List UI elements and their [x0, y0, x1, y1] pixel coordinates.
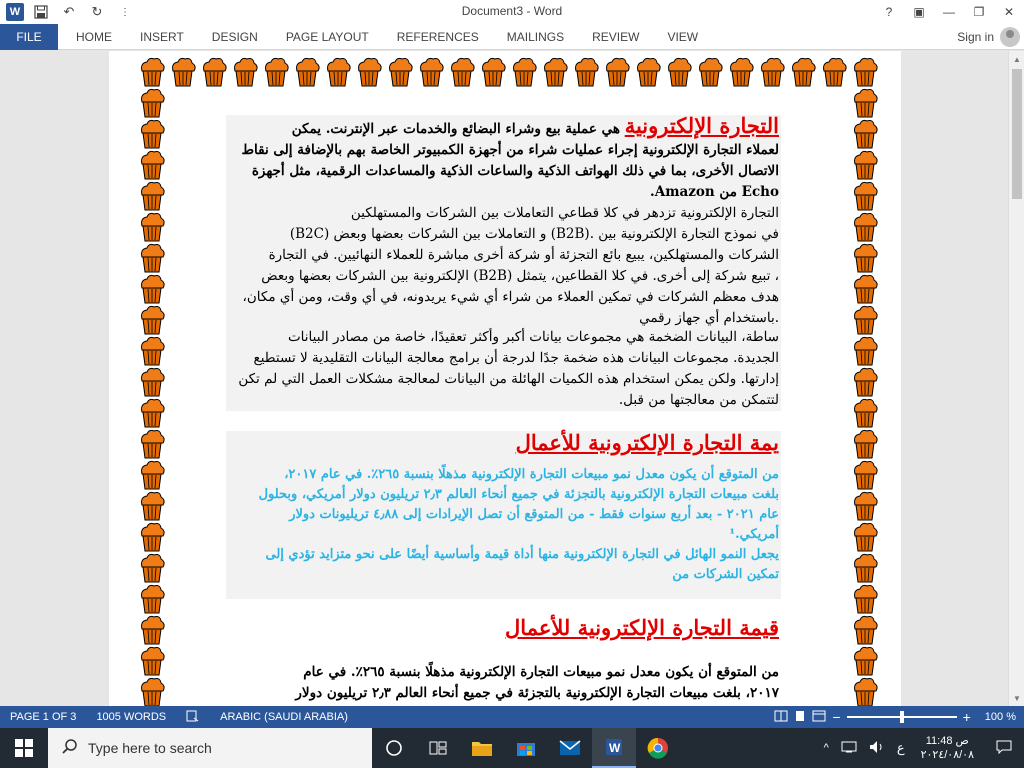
- cupcake-border-icon: [852, 119, 878, 149]
- heading-ecommerce-value: قيمة التجارة الإلكترونية للأعمال: [505, 615, 779, 640]
- text-line: في نموذج التجارة الإلكترونية بين .(B2B) و التعاملات بين الشركات بعضها وبعض (B2C): [289, 226, 779, 242]
- cupcake-border-icon: [356, 57, 382, 87]
- search-icon: [62, 739, 78, 758]
- cupcake-border-icon: [852, 181, 878, 211]
- read-mode-icon[interactable]: [774, 710, 788, 725]
- cupcake-border-icon: [790, 57, 816, 87]
- cupcake-border-icon: [139, 460, 165, 490]
- tab-insert[interactable]: INSERT: [140, 29, 184, 44]
- minimize-button[interactable]: —: [943, 5, 955, 19]
- word-app-icon[interactable]: W: [6, 3, 24, 21]
- tab-view[interactable]: VIEW: [667, 29, 699, 44]
- cupcake-border-icon: [852, 305, 878, 335]
- text-line: تمكين الشركات من: [672, 567, 779, 582]
- ribbon-tabs: [0, 24, 1024, 50]
- text-line: الشركات والمستهلكين، يبيع بائع التجزئة أو شركة أخرى مباشرة للعملاء النهائيين. في التجارة: [268, 247, 779, 263]
- cupcake-border-icon: [139, 150, 165, 180]
- cupcake-border-icon: [387, 57, 413, 87]
- text-line: التجارة الإلكترونية تزدهر في كلا قطاعي التعاملات بين الشركات والمستهلكين: [350, 205, 779, 221]
- cupcake-border-icon: [852, 460, 878, 490]
- cupcake-border-icon: [852, 429, 878, 459]
- cupcake-border-icon: [759, 57, 785, 87]
- cupcake-border-icon: [418, 57, 444, 87]
- cupcake-border-icon: [852, 367, 878, 397]
- cupcake-border-icon: [852, 398, 878, 428]
- scroll-thumb[interactable]: [1012, 69, 1022, 199]
- quick-access-toolbar: [0, 0, 136, 24]
- text-line: من المتوقع أن يكون معدل نمو مبيعات التجارة الإلكترونية مذهلًا بنسبة ٢٦٥٪. في عام ٢٠١٧،: [284, 467, 779, 482]
- cupcake-border-icon: [852, 243, 878, 273]
- zoom-slider-knob[interactable]: [900, 711, 904, 723]
- cupcake-border-icon: [852, 553, 878, 583]
- cupcake-border-icon: [139, 367, 165, 397]
- input-language-indicator[interactable]: ع: [896, 740, 905, 755]
- text-line: بلغت مبيعات التجارة الإلكترونية بالتجزئة في جميع أنحاء العالم ٢٫٣ تريليون دولار أمريكي، وبحلول: [258, 487, 779, 502]
- taskbar-search-input[interactable]: [48, 728, 372, 768]
- cupcake-border-icon: [852, 88, 878, 118]
- cupcake-border-icon: [201, 57, 227, 87]
- cupcake-border-icon: [263, 57, 289, 87]
- network-icon[interactable]: [835, 741, 863, 756]
- tab-review[interactable]: REVIEW: [592, 29, 640, 44]
- cupcake-border-icon: [480, 57, 506, 87]
- cupcake-border-icon: [666, 57, 692, 87]
- zoom-level[interactable]: 100 %: [984, 711, 1016, 723]
- cupcake-border-icon: [139, 615, 165, 645]
- zoom-slider[interactable]: [847, 716, 957, 718]
- cupcake-border-icon: [821, 57, 847, 87]
- clock-date: ٢٠٢٤/٠٨/٠٨: [920, 749, 974, 761]
- cupcake-border-icon: [852, 150, 878, 180]
- cupcake-border-icon: [139, 181, 165, 211]
- start-windows-icon[interactable]: [0, 728, 48, 768]
- help-button[interactable]: ?: [885, 5, 893, 19]
- cupcake-border-icon: [604, 57, 630, 87]
- cupcake-border-icon: [852, 336, 878, 366]
- cupcake-border-icon: [139, 274, 165, 304]
- text-line: الجديدة. مجموعات البيانات هذه ضخمة جدًا لدرجة أن برامج معالجة البيانات التقليدية لا تستطيع: [253, 350, 779, 366]
- cupcake-border-icon: [139, 429, 165, 459]
- cupcake-border-icon: [852, 522, 878, 552]
- cupcake-border-icon: [697, 57, 723, 87]
- show-hidden-icons-icon[interactable]: ^: [823, 742, 829, 754]
- volume-icon[interactable]: [863, 740, 891, 757]
- search-placeholder: Type here to search: [88, 740, 212, 756]
- cupcake-border-icon: [852, 677, 878, 706]
- section-value-black[interactable]: [226, 617, 781, 704]
- cupcake-border-icon: [139, 398, 165, 428]
- chrome-icon[interactable]: [636, 728, 680, 768]
- text-line: لعملاء التجارة الإلكترونية إجراء عمليات شراء من أجهزة الكمبيوتر الخاصة بهم بالإضافة إلى نقاط: [241, 142, 779, 158]
- text-line: .باستخدام أي جهاز رقمي: [639, 310, 779, 326]
- tab-mailings[interactable]: MAILINGS: [506, 29, 565, 44]
- cupcake-border-icon: [852, 274, 878, 304]
- cupcake-border-icon: [139, 491, 165, 521]
- paragraph-big-data[interactable]: [226, 327, 781, 411]
- text-line: ساطة، البيانات الضخمة هي مجموعات بيانات أكبر وأكثر تعقيدًا، خاصة من مصادر البيانات: [287, 329, 779, 345]
- vertical-scrollbar[interactable]: [1008, 51, 1024, 706]
- text-line: ٢٠١٧، بلغت مبيعات التجارة الإلكترونية بالتجزئة في جميع أنحاء العالم ٢٫٣ تريليون دولار: [295, 685, 779, 701]
- sign-in-link[interactable]: Sign in: [957, 30, 994, 44]
- text-line: هي عملية بيع وشراء البضائع والخدمات عبر الإنترنت. يمكن: [291, 121, 620, 137]
- paragraph-intro[interactable]: [226, 115, 781, 329]
- avatar[interactable]: [1000, 27, 1020, 47]
- heading-value-for-business: يمة التجارة الإلكترونية للأعمال: [515, 430, 779, 455]
- text-line: عام ٢٠٢١ - بعد أربع سنوات فقط - من المتوقع أن تصل الإيرادات إلى ٤٫٨٨ تريليونات دولار: [289, 507, 779, 522]
- text-line: يجعل النمو الهائل في التجارة الإلكترونية منها أداة قيمة وأساسية أيضًا على نحو متزايد تؤدي إلى: [265, 547, 779, 562]
- page-count[interactable]: PAGE 1 OF 3: [10, 711, 77, 723]
- undo-icon[interactable]: ↶: [63, 4, 75, 19]
- cupcake-border-icon: [511, 57, 537, 87]
- web-layout-icon[interactable]: [812, 710, 826, 725]
- mail-icon[interactable]: [548, 728, 592, 768]
- system-clock[interactable]: [911, 734, 984, 762]
- save-icon[interactable]: [30, 2, 52, 22]
- cupcake-border-icon: [139, 212, 165, 242]
- cupcake-border-icon: [139, 646, 165, 676]
- cupcake-border-icon: [139, 243, 165, 273]
- tab-file[interactable]: FILE: [0, 24, 58, 50]
- document-page[interactable]: [109, 51, 901, 706]
- clock-time: 11:48 ص: [925, 735, 969, 747]
- close-button[interactable]: ✕: [1003, 5, 1015, 19]
- cupcake-border-icon: [852, 491, 878, 521]
- text-line: لتتمكن من معالجتها من قبل.: [618, 392, 779, 408]
- scroll-down-icon[interactable]: ▼: [1013, 693, 1021, 703]
- cupcake-border-icon: [139, 553, 165, 583]
- zoom-out-button[interactable]: −: [832, 709, 841, 725]
- cupcake-border-icon: [294, 57, 320, 87]
- windows-taskbar: [0, 728, 1024, 768]
- cupcake-border-icon: [139, 522, 165, 552]
- text-line: من المتوقع أن يكون معدل نمو مبيعات التجارة الإلكترونية مذهلًا بنسبة ٢٦٥٪. في عام: [303, 664, 779, 680]
- customize-toolbar-icon[interactable]: ⋮: [120, 6, 130, 18]
- store-icon[interactable]: [504, 728, 548, 768]
- cupcake-border-icon: [852, 57, 878, 87]
- word-count[interactable]: 1005 WORDS: [96, 711, 167, 723]
- heading-ecommerce: التجارة الإلكترونية: [624, 113, 779, 138]
- cupcake-border-icon: [139, 336, 165, 366]
- document-area: [0, 51, 1024, 706]
- status-bar: [0, 706, 1024, 728]
- text-line: ، تبيع شركة إلى أخرى. في كلا القطاعين، يتمثل (B2B) الإلكترونية بين الشركات بعضها وبعض: [261, 268, 779, 284]
- file-explorer-icon[interactable]: [460, 728, 504, 768]
- cupcake-border-icon: [139, 677, 165, 706]
- notifications-icon[interactable]: [984, 740, 1024, 757]
- word-taskbar-icon[interactable]: [592, 728, 636, 768]
- ribbon-display-options-button[interactable]: ▣: [913, 5, 925, 19]
- cupcake-border-icon: [170, 57, 196, 87]
- cupcake-border-icon: [635, 57, 661, 87]
- zoom-in-button[interactable]: +: [962, 709, 971, 725]
- tab-page-layout[interactable]: PAGE LAYOUT: [285, 29, 369, 44]
- restore-button[interactable]: ❐: [973, 5, 985, 19]
- cupcake-border-icon: [728, 57, 754, 87]
- tab-design[interactable]: DESIGN: [211, 29, 258, 44]
- cupcake-border-icon: [852, 646, 878, 676]
- text-line: Echo من Amazon.: [650, 184, 779, 200]
- cupcake-border-icon: [852, 615, 878, 645]
- cupcake-border-icon: [139, 88, 165, 118]
- task-view-icon[interactable]: [372, 728, 416, 768]
- text-line: إدارتها. ولكن يمكن استخدام هذه الكميات الهائلة من البيانات لمعالجة مشكلات العمل التي لم تكن: [238, 371, 779, 387]
- svg-text:W: W: [609, 741, 621, 755]
- section-value-cyan[interactable]: [226, 431, 781, 599]
- cupcake-border-icon: [232, 57, 258, 87]
- cupcake-border-icon: [542, 57, 568, 87]
- text-line: الاتصال الأخرى، بما في ذلك الهواتف الذكية والساعات الذكية والمساعدات الرقمية، مثل أجهزة: [251, 163, 779, 179]
- cupcake-border-icon: [449, 57, 475, 87]
- timeline-icon[interactable]: [416, 728, 460, 768]
- tab-home[interactable]: HOME: [76, 29, 112, 44]
- window-title: Document3 - Word: [461, 4, 563, 18]
- redo-icon[interactable]: ↻: [91, 4, 103, 19]
- cupcake-border-icon: [852, 584, 878, 614]
- cupcake-border-icon: [139, 305, 165, 335]
- tab-references[interactable]: REFERENCES: [396, 29, 479, 44]
- language-indicator[interactable]: ARABIC (SAUDI ARABIA): [220, 711, 348, 723]
- proofing-icon[interactable]: [176, 710, 210, 725]
- cupcake-border-icon: [852, 212, 878, 242]
- title-bar: [0, 0, 1024, 24]
- text-line: هدف معظم الشركات في تمكين العملاء من شراء أي شيء يريدونه، في أي وقت، ومن أي مكان،: [242, 289, 779, 305]
- print-layout-icon[interactable]: [794, 710, 806, 725]
- cupcake-border-icon: [325, 57, 351, 87]
- cupcake-border-icon: [139, 119, 165, 149]
- text-line: أمريكي.¹: [729, 527, 779, 542]
- cupcake-border-icon: [139, 584, 165, 614]
- cupcake-border-icon: [573, 57, 599, 87]
- cupcake-border-icon: [139, 57, 165, 87]
- scroll-up-icon[interactable]: ▲: [1013, 54, 1021, 64]
